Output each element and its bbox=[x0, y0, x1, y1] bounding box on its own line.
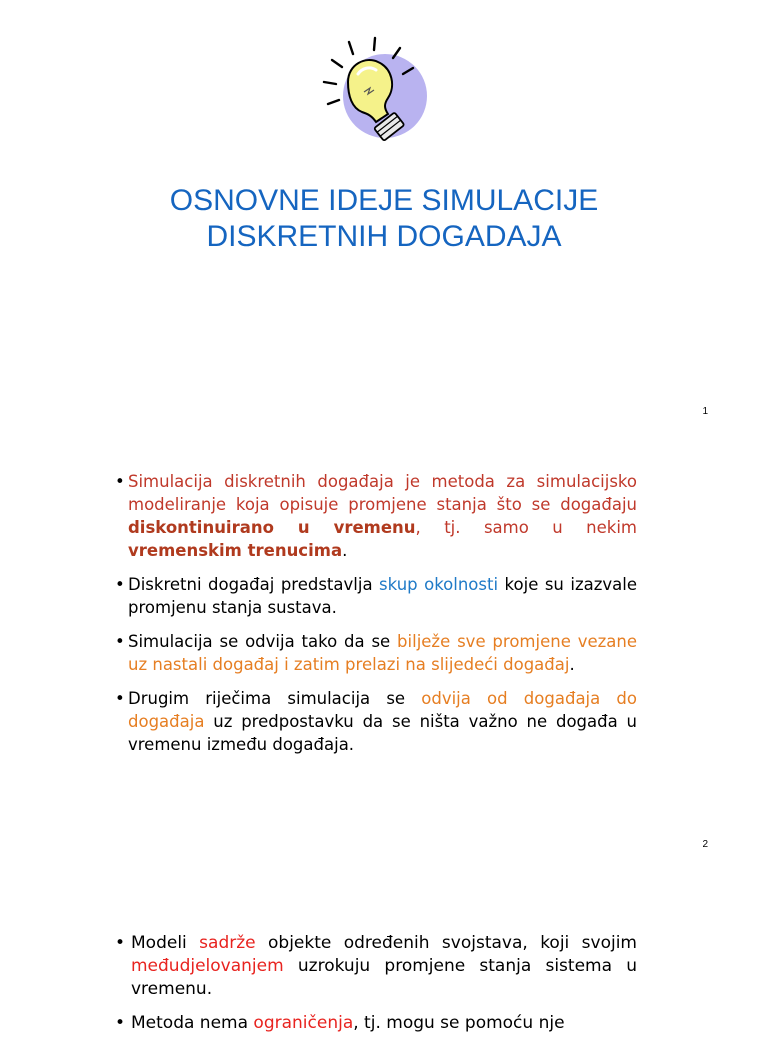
list-item: • Modeli sadrže objekte određenih svojstava, koji svojim međudjelovanjem uzrokuju promjene stanja sistema u vremenu. bbox=[131, 932, 637, 1001]
slide-1 bbox=[0, 0, 768, 430]
bullet-list bbox=[128, 470, 637, 767]
slide-title bbox=[0, 183, 768, 255]
slide-2 bbox=[0, 430, 768, 860]
list-item: • Diskretni događaj predstavlja skup okolnosti koje su izazvale promjenu stanja sustava. bbox=[128, 573, 637, 619]
page-number: 1 bbox=[702, 406, 708, 417]
list-item: • Simulacija se odvija tako da se bilježe sve promjene vezane uz nastali događaj i zatim prelazi na slijedeći događaj. bbox=[128, 630, 637, 676]
slide-title-line-2: DISKRETNIH DOGADAJA bbox=[206, 220, 562, 253]
list-item: • Drugim riječima simulacija se odvija od događaja do događaja uz predpostavku da se ništa važno ne događa u vremenu između događaja. bbox=[128, 687, 637, 756]
list-item: • Simulacija diskretnih događaja je metoda za simulacijsko modeliranje koja opisuje promjene stanja što se događaju diskontinuirano u vremenu, tj. samo u nekim vremenskim trenucima. bbox=[128, 470, 637, 562]
lightbulb-icon bbox=[318, 34, 430, 142]
slide-title-line-1: OSNOVNE IDEJE SIMULACIJE bbox=[169, 184, 599, 217]
page-number: 2 bbox=[702, 839, 708, 850]
bullet-list bbox=[131, 932, 637, 1046]
list-item: • Metoda nema ograničenja, tj. mogu se pomoću nje bbox=[131, 1012, 637, 1035]
slide-3 bbox=[0, 860, 768, 1033]
